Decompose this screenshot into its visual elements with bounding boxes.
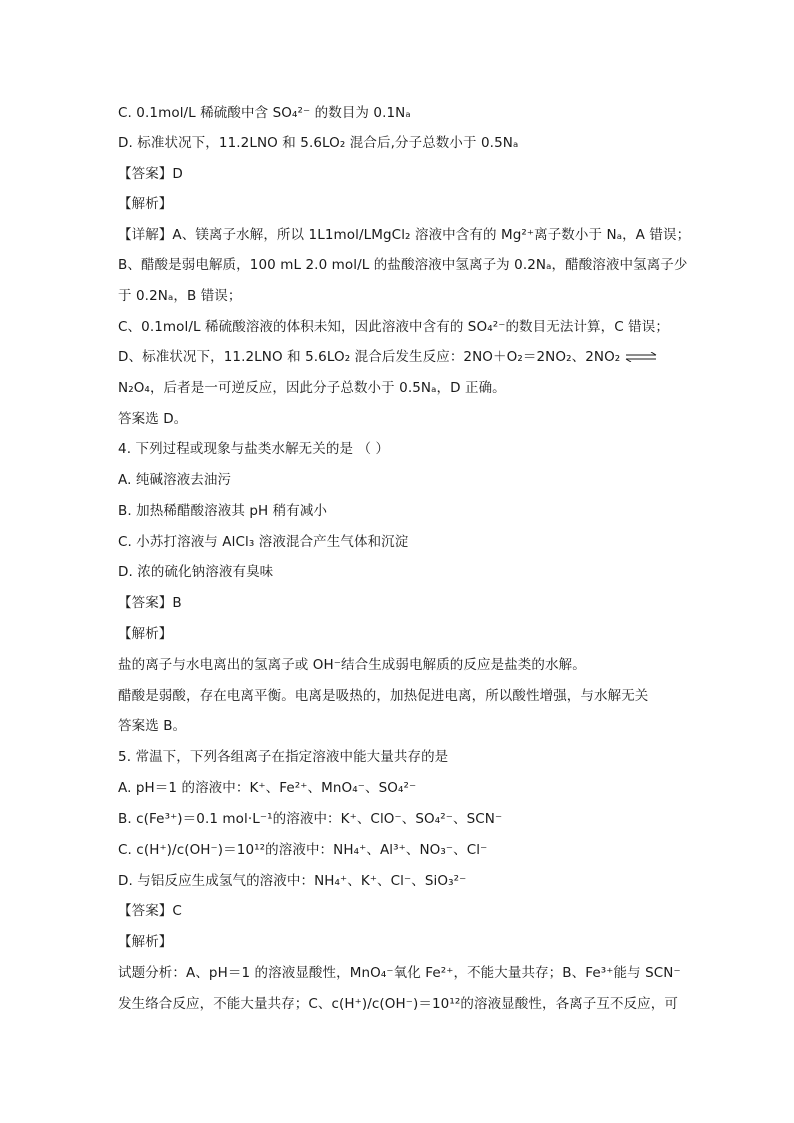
question-5: 5. 常温下，下列各组离子在指定溶液中能大量共存的是 (118, 749, 449, 765)
analysis-line: 试题分析：A、pH＝1 的溶液显酸性，MnO₄⁻氧化 Fe²⁺，不能大量共存；B、Fe³⁺能与 SCN⁻ (118, 965, 681, 981)
analysis-heading-q3: 【解析】 (118, 196, 173, 212)
option-d-q4: D. 浓的硫化钠溶液有臭味 (118, 564, 274, 580)
answer-q4: 【答案】B (118, 595, 182, 611)
option-c-q5: C. c(H⁺)/c(OH⁻)＝10¹²的溶液中：NH₄⁺、Al³⁺、NO₃⁻、Cl⁻ (118, 842, 488, 858)
analysis-line: 发生络合反应，不能大量共存；C、c(H⁺)/c(OH⁻)＝10¹²的溶液显酸性，各离子互不反应，可 (118, 996, 678, 1012)
analysis-heading-q5: 【解析】 (118, 934, 173, 950)
analysis-line: 【详解】A、镁离子水解，所以 1L1mol/LMgCl₂ 溶液中含有的 Mg²⁺离子数小于 Nₐ，A 错误； (118, 227, 691, 243)
answer-choice-q3: 答案选 D。 (118, 411, 188, 427)
option-d-q3: D. 标准状况下，11.2LNO 和 5.6LO₂ 混合后,分子总数小于 0.5Nₐ (118, 135, 519, 151)
analysis-line: 于 0.2Nₐ，B 错误； (118, 288, 242, 304)
option-b-q5: B. c(Fe³⁺)＝0.1 mol·L⁻¹的溶液中：K⁺、ClO⁻、SO₄²⁻、SCN⁻ (118, 811, 503, 827)
option-d-q5: D. 与铝反应生成氢气的溶液中：NH₄⁺、K⁺、Cl⁻、SiO₃²⁻ (118, 873, 467, 889)
question-4: 4. 下列过程或现象与盐类水解无关的是 （ ） (118, 441, 390, 457)
analysis-line: 盐的离子与水电离出的氢离子或 OH⁻结合生成弱电解质的反应是盐类的水解。 (118, 657, 586, 673)
option-c-q4: C. 小苏打溶液与 AlCl₃ 溶液混合产生气体和沉淀 (118, 534, 409, 550)
analysis-line: N₂O₄，后者是一可逆反应，因此分子总数小于 0.5Nₐ，D 正确。 (118, 380, 506, 396)
option-a-q5: A. pH＝1 的溶液中：K⁺、Fe²⁺、MnO₄⁻、SO₄²⁻ (118, 780, 417, 796)
analysis-line: 醋酸是弱酸，存在电离平衡。电离是吸热的，加热促进电离，所以酸性增强，与水解无关 (118, 688, 649, 704)
answer-choice-q4: 答案选 B。 (118, 718, 187, 734)
answer-q3: 【答案】D (118, 166, 183, 182)
option-b-q4: B. 加热稀醋酸溶液其 pH 稍有减小 (118, 503, 328, 519)
analysis-line: B、醋酸是弱电解质，100 mL 2.0 mol/L 的盐酸溶液中氢离子为 0.2Nₐ，醋酸溶液中氢离子少 (118, 257, 688, 273)
analysis-text: D、标准状况下，11.2LNO 和 5.6LO₂ 混合后发生反应：2NO＋O₂＝2NO₂、2NO₂ (118, 349, 621, 365)
analysis-line (118, 348, 657, 366)
analysis-heading-q4: 【解析】 (118, 626, 173, 642)
option-a-q4: A. 纯碱溶液去油污 (118, 472, 232, 488)
reversible-arrow-icon (625, 352, 657, 362)
option-c-q3: C. 0.1mol/L 稀硫酸中含 SO₄²⁻ 的数目为 0.1Nₐ (118, 105, 411, 121)
analysis-line: C、0.1mol/L 稀硫酸溶液的体积未知，因此溶液中含有的 SO₄²⁻的数目无法计算，C 错误； (118, 319, 669, 335)
answer-q5: 【答案】C (118, 903, 182, 919)
